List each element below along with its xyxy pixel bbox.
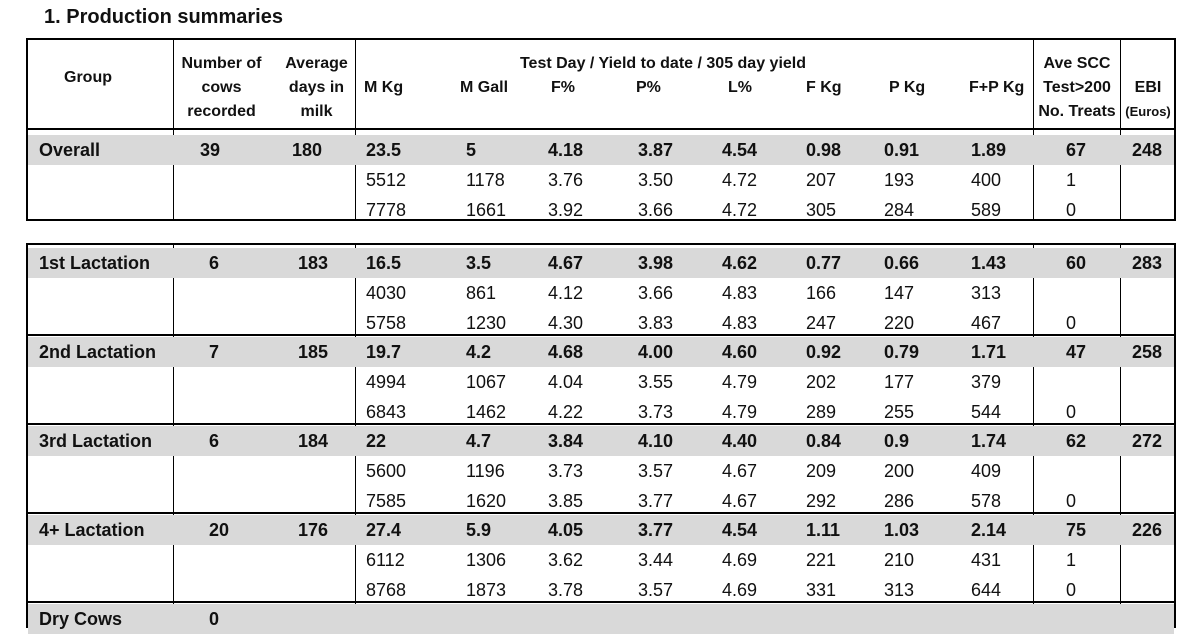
l-pct-value: 4.60 <box>722 342 758 362</box>
m-gall-value: 1661 <box>466 200 507 220</box>
p-pct-value: 3.57 <box>638 580 674 600</box>
header-m-kg: M Kg <box>364 79 404 96</box>
f-kg-value: 202 <box>806 372 837 392</box>
m-gall-value: 1178 <box>466 170 505 190</box>
l-pct-value: 4.83 <box>722 313 758 333</box>
page-title: 1. Production summaries <box>44 6 283 28</box>
l-pct-value: 4.54 <box>722 520 758 540</box>
m-kg-value: 4994 <box>366 372 407 392</box>
cows-value: 39 <box>200 140 221 160</box>
f-pct-value: 4.05 <box>548 520 584 540</box>
ebi-value: 272 <box>1132 431 1163 451</box>
p-pct-value: 3.83 <box>638 313 674 333</box>
header-m-gall: M Gall <box>460 79 509 96</box>
scc-value: 0 <box>1066 402 1077 422</box>
m-gall-value: 1462 <box>466 402 507 422</box>
ebi-value: 258 <box>1132 342 1163 362</box>
f-kg-value: 0.98 <box>806 140 842 160</box>
f-pct-value: 3.78 <box>548 580 584 600</box>
p-pct-value: 3.57 <box>638 461 674 481</box>
fp-kg-value: 1.71 <box>971 342 1007 362</box>
p-pct-value: 3.50 <box>638 170 674 190</box>
scc-value: 67 <box>1066 140 1087 160</box>
header-f-pct: F% <box>551 79 575 96</box>
m-gall-value: 5.9 <box>466 520 492 540</box>
fp-kg-value: 400 <box>971 170 1002 190</box>
scc-value: 0 <box>1066 491 1077 511</box>
p-pct-value: 4.00 <box>638 342 674 362</box>
cows-value: 6 <box>209 431 220 451</box>
m-kg-value: 27.4 <box>366 520 402 540</box>
table-row <box>28 248 1174 278</box>
f-pct-value: 4.18 <box>548 140 584 160</box>
fp-kg-value: 313 <box>971 283 1002 303</box>
scc-value: 60 <box>1066 253 1087 273</box>
p-kg-value: 200 <box>884 461 915 481</box>
m-gall-value: 1196 <box>466 461 505 481</box>
f-pct-value: 3.92 <box>548 200 584 220</box>
group-name: Dry Cows <box>39 609 123 629</box>
header-days: Average days in milk <box>285 55 348 120</box>
p-kg-value: 193 <box>884 170 915 190</box>
p-pct-value: 3.55 <box>638 372 674 392</box>
l-pct-value: 4.79 <box>722 402 758 422</box>
table-row <box>28 367 1174 397</box>
cows-value: 20 <box>209 520 230 540</box>
m-gall-value: 861 <box>466 283 497 303</box>
f-pct-value: 4.30 <box>548 313 584 333</box>
scc-value: 0 <box>1066 580 1077 600</box>
days-value: 184 <box>298 431 329 451</box>
scc-value: 47 <box>1066 342 1087 362</box>
m-kg-value: 5600 <box>366 461 407 481</box>
f-pct-value: 3.84 <box>548 431 584 451</box>
m-kg-value: 4030 <box>366 283 407 303</box>
f-pct-value: 4.22 <box>548 402 584 422</box>
m-kg-value: 23.5 <box>366 140 402 160</box>
l-pct-value: 4.69 <box>722 580 758 600</box>
header-f-kg: F Kg <box>806 79 842 96</box>
f-kg-value: 209 <box>806 461 837 481</box>
header-ebi: EBI (Euros) <box>1125 79 1171 119</box>
ebi-value: 226 <box>1132 520 1163 540</box>
m-kg-value: 7585 <box>366 491 407 511</box>
table-row <box>28 515 1174 545</box>
fp-kg-value: 589 <box>971 200 1002 220</box>
group-name: 1st Lactation <box>39 253 151 273</box>
header-scc: Ave SCC Test>200 No. Treats <box>1038 55 1116 120</box>
p-kg-value: 210 <box>884 550 915 570</box>
f-pct-value: 3.62 <box>548 550 584 570</box>
table-row <box>28 604 1174 634</box>
f-kg-value: 292 <box>806 491 837 511</box>
m-gall-value: 4.7 <box>466 431 492 451</box>
m-kg-value: 5758 <box>366 313 407 333</box>
group-name: Overall <box>39 140 101 160</box>
m-kg-value: 5512 <box>366 170 407 190</box>
l-pct-value: 4.67 <box>722 491 758 511</box>
f-kg-value: 289 <box>806 402 837 422</box>
m-kg-value: 7778 <box>366 200 407 220</box>
l-pct-value: 4.62 <box>722 253 758 273</box>
table-row <box>28 278 1174 308</box>
cows-value: 7 <box>209 342 220 362</box>
p-kg-value: 1.03 <box>884 520 920 540</box>
scc-value: 0 <box>1066 313 1077 333</box>
m-gall-value: 3.5 <box>466 253 492 273</box>
scc-value: 62 <box>1066 431 1087 451</box>
f-kg-value: 207 <box>806 170 837 190</box>
p-kg-value: 0.91 <box>884 140 920 160</box>
p-kg-value: 0.66 <box>884 253 920 273</box>
header-group: Group <box>64 69 112 86</box>
f-kg-value: 0.77 <box>806 253 842 273</box>
table-row <box>28 426 1174 456</box>
l-pct-value: 4.79 <box>722 372 758 392</box>
p-kg-value: 286 <box>884 491 915 511</box>
m-kg-value: 19.7 <box>366 342 402 362</box>
fp-kg-value: 467 <box>971 313 1002 333</box>
header-p-pct: P% <box>636 79 661 96</box>
header-span-title: Test Day / Yield to date / 305 day yield <box>519 55 807 72</box>
header-cows: Number of cows recorded <box>181 55 262 120</box>
p-pct-value: 3.66 <box>638 200 674 220</box>
f-kg-value: 166 <box>806 283 837 303</box>
fp-kg-value: 1.43 <box>971 253 1007 273</box>
table-row <box>28 308 1174 338</box>
fp-kg-value: 2.14 <box>971 520 1007 540</box>
scc-value: 75 <box>1066 520 1087 540</box>
fp-kg-value: 431 <box>971 550 1002 570</box>
p-kg-value: 313 <box>884 580 915 600</box>
m-gall-value: 5 <box>466 140 477 160</box>
table-row <box>28 195 1174 225</box>
m-gall-value: 1873 <box>466 580 507 600</box>
m-gall-value: 1620 <box>466 491 507 511</box>
table-row <box>28 545 1174 575</box>
m-kg-value: 22 <box>366 431 387 451</box>
table-row <box>28 135 1174 165</box>
m-kg-value: 16.5 <box>366 253 402 273</box>
p-pct-value: 3.77 <box>638 520 674 540</box>
fp-kg-value: 409 <box>971 461 1002 481</box>
f-pct-value: 4.67 <box>548 253 584 273</box>
table-row <box>28 397 1174 427</box>
days-value: 180 <box>292 140 323 160</box>
group-name: 3rd Lactation <box>39 431 153 451</box>
f-pct-value: 4.68 <box>548 342 584 362</box>
fp-kg-value: 1.74 <box>971 431 1007 451</box>
fp-kg-value: 1.89 <box>971 140 1007 160</box>
f-pct-value: 3.73 <box>548 461 584 481</box>
fp-kg-value: 379 <box>971 372 1002 392</box>
p-kg-value: 220 <box>884 313 915 333</box>
l-pct-value: 4.69 <box>722 550 758 570</box>
l-pct-value: 4.67 <box>722 461 758 481</box>
table-row <box>28 165 1174 195</box>
f-pct-value: 3.76 <box>548 170 584 190</box>
f-kg-value: 247 <box>806 313 837 333</box>
m-gall-value: 1230 <box>466 313 507 333</box>
l-pct-value: 4.72 <box>722 200 758 220</box>
lactation-table <box>26 243 1176 628</box>
f-pct-value: 4.04 <box>548 372 584 392</box>
table-row <box>28 337 1174 367</box>
f-kg-value: 1.11 <box>806 520 841 540</box>
p-kg-value: 284 <box>884 200 915 220</box>
cows-value: 6 <box>209 253 220 273</box>
fp-kg-value: 578 <box>971 491 1002 511</box>
l-pct-value: 4.40 <box>722 431 758 451</box>
p-kg-value: 0.79 <box>884 342 920 362</box>
table-row <box>28 575 1174 605</box>
header-p-kg: P Kg <box>889 79 926 96</box>
p-kg-value: 147 <box>884 283 915 303</box>
group-name: 2nd Lactation <box>39 342 157 362</box>
f-kg-value: 0.84 <box>806 431 842 451</box>
days-value: 176 <box>298 520 329 540</box>
m-kg-value: 6843 <box>366 402 407 422</box>
days-value: 185 <box>298 342 329 362</box>
p-pct-value: 3.44 <box>638 550 674 570</box>
scc-value: 1 <box>1066 170 1077 190</box>
cows-value: 0 <box>209 609 220 629</box>
m-gall-value: 1067 <box>466 372 507 392</box>
ebi-value: 283 <box>1132 253 1163 273</box>
m-gall-value: 1306 <box>466 550 507 570</box>
f-pct-value: 4.12 <box>548 283 584 303</box>
m-kg-value: 8768 <box>366 580 407 600</box>
m-gall-value: 4.2 <box>466 342 492 362</box>
fp-kg-value: 544 <box>971 402 1002 422</box>
p-pct-value: 4.10 <box>638 431 674 451</box>
group-name: 4+ Lactation <box>39 520 145 540</box>
scc-value: 1 <box>1066 550 1077 570</box>
p-kg-value: 255 <box>884 402 915 422</box>
f-pct-value: 3.85 <box>548 491 584 511</box>
days-value: 183 <box>298 253 329 273</box>
p-kg-value: 177 <box>884 372 915 392</box>
m-kg-value: 6112 <box>366 550 405 570</box>
p-pct-value: 3.98 <box>638 253 674 273</box>
f-kg-value: 0.92 <box>806 342 842 362</box>
p-pct-value: 3.66 <box>638 283 674 303</box>
header-fp-kg: F+P Kg <box>969 79 1025 96</box>
p-pct-value: 3.77 <box>638 491 674 511</box>
f-kg-value: 331 <box>806 580 837 600</box>
l-pct-value: 4.83 <box>722 283 758 303</box>
scc-value: 0 <box>1066 200 1077 220</box>
f-kg-value: 305 <box>806 200 837 220</box>
table-row <box>28 486 1174 516</box>
l-pct-value: 4.54 <box>722 140 758 160</box>
ebi-value: 248 <box>1132 140 1163 160</box>
overall-table <box>26 38 1176 221</box>
p-pct-value: 3.73 <box>638 402 674 422</box>
l-pct-value: 4.72 <box>722 170 758 190</box>
header-l-pct: L% <box>728 79 752 96</box>
fp-kg-value: 644 <box>971 580 1002 600</box>
p-kg-value: 0.9 <box>884 431 910 451</box>
f-kg-value: 221 <box>806 550 837 570</box>
p-pct-value: 3.87 <box>638 140 674 160</box>
table-row <box>28 456 1174 486</box>
